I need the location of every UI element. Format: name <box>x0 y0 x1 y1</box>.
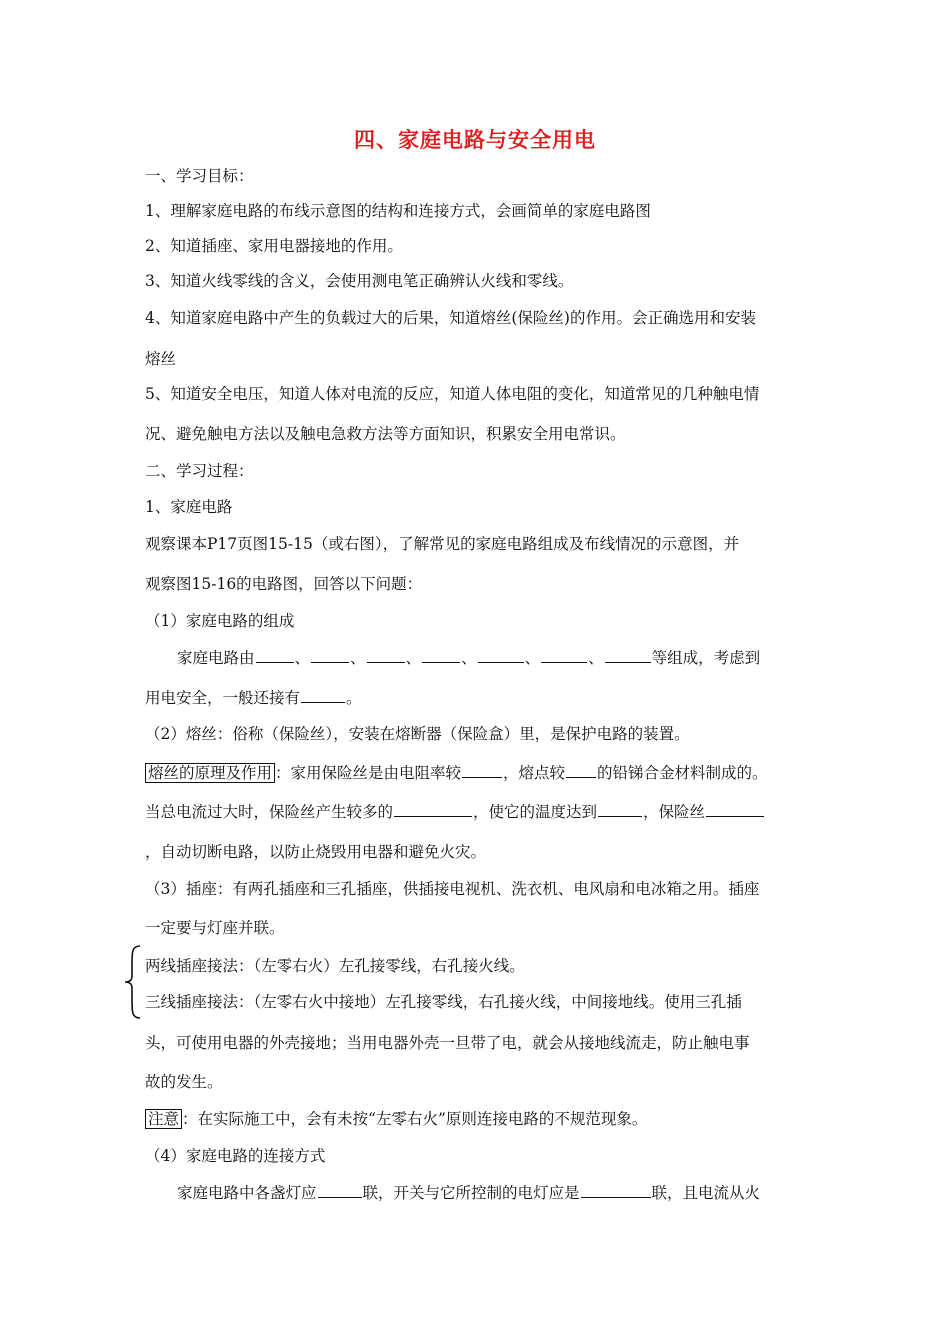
fill-blank-line: 家庭电路中各盏灯应 联，开关与它所控制的电灯应是 联，且电流从火 <box>177 1184 761 1202</box>
question-3-title: （3）插座：有两孔插座和三孔插座，供插接电视机、洗衣机、电风扇和电冰箱之用。插座 <box>145 880 760 898</box>
answer-blank[interactable] <box>462 763 502 778</box>
answer-blank[interactable] <box>422 648 460 663</box>
answer-blank[interactable] <box>541 648 587 663</box>
paragraph-line: 三线插座接法：（左零右火中接地）左孔接零线，右孔接火线，中间接地线。使用三孔插 <box>145 993 742 1011</box>
answer-blank[interactable] <box>367 648 405 663</box>
goal-item: 熔丝 <box>145 350 177 368</box>
answer-blank[interactable] <box>605 648 651 663</box>
goal-item: 况、避免触电方法以及触电急救方法等方面知识，积累安全用电常识。 <box>145 425 626 443</box>
question-4-title: （4）家庭电路的连接方式 <box>145 1147 326 1165</box>
page-title: 四、家庭电路与安全用电 <box>354 127 596 152</box>
goal-item: 2、知道插座、家用电器接地的作用。 <box>145 237 403 255</box>
question-1-title: （1）家庭电路的组成 <box>145 612 295 630</box>
answer-blank[interactable] <box>394 802 472 817</box>
paragraph-line: 头，可使用电器的外壳接地；当用电器外壳一旦带了电，就会从接地线流走，防止触电事 <box>145 1034 750 1052</box>
fill-blank-line: 家庭电路由 、 、 、 、 、 、 等组成，考虑到 <box>177 649 761 667</box>
section-heading-goals: 一、学习目标： <box>145 167 254 185</box>
answer-blank[interactable] <box>311 648 349 663</box>
subheading-home-circuit: 1、家庭电路 <box>145 498 233 516</box>
fill-blank-line: 当总电流过大时，保险丝产生较多的 ，使它的温度达到 ，保险丝 <box>145 802 765 822</box>
goal-item: 3、知道火线零线的含义，会使用测电笔正确辨认火线和零线。 <box>145 272 574 290</box>
boxed-label: 注意 <box>145 1109 182 1129</box>
answer-blank[interactable] <box>301 688 345 703</box>
goal-item: 1、理解家庭电路的布线示意图的结构和连接方式，会画简单的家庭电路图 <box>145 202 651 220</box>
curly-brace-icon <box>122 944 144 1020</box>
answer-blank[interactable] <box>256 648 294 663</box>
paragraph-line: 故的发生。 <box>145 1073 223 1091</box>
fill-blank-line: 用电安全，一般还接有 。 <box>145 689 362 707</box>
paragraph-line: ，自动切断电路，以防止烧毁用电器和避免火灾。 <box>145 843 487 861</box>
paragraph-line: 观察图15-16的电路图，回答以下问题： <box>145 575 423 593</box>
answer-blank[interactable] <box>566 763 596 778</box>
paragraph-line: 一定要与灯座并联。 <box>145 919 285 937</box>
answer-blank[interactable] <box>318 1183 362 1198</box>
goal-item: 4、知道家庭电路中产生的负载过大的后果，知道熔丝(保险丝)的作用。会正确选用和安装 <box>145 309 756 327</box>
answer-blank[interactable] <box>598 802 642 817</box>
question-2-title: （2）熔丝：俗称（保险丝），安装在熔断器（保险盒）里，是保护电路的装置。 <box>145 725 690 743</box>
fill-blank-line: 熔丝的原理及作用 ：家用保险丝是由电阻率较 ，熔点较 的铅锑合金材料制成的。 <box>145 763 768 783</box>
answer-blank[interactable] <box>706 802 764 817</box>
answer-blank[interactable] <box>478 648 524 663</box>
answer-blank[interactable] <box>581 1183 651 1198</box>
goal-item: 5、知道安全电压，知道人体对电流的反应，知道人体电阻的变化，知道常见的几种触电情 <box>145 385 760 403</box>
paragraph-line: 观察课本P17页图15-15（或右图），了解常见的家庭电路组成及布线情况的示意图，并 <box>145 535 740 553</box>
note-line: 注意 ：在实际施工中，会有未按“左零右火”原则连接电路的不规范现象。 <box>145 1109 647 1129</box>
paragraph-line: 两线插座接法：（左零右火）左孔接零线，右孔接火线。 <box>145 957 525 975</box>
section-heading-process: 二、学习过程： <box>145 462 254 480</box>
boxed-label: 熔丝的原理及作用 <box>145 763 275 783</box>
